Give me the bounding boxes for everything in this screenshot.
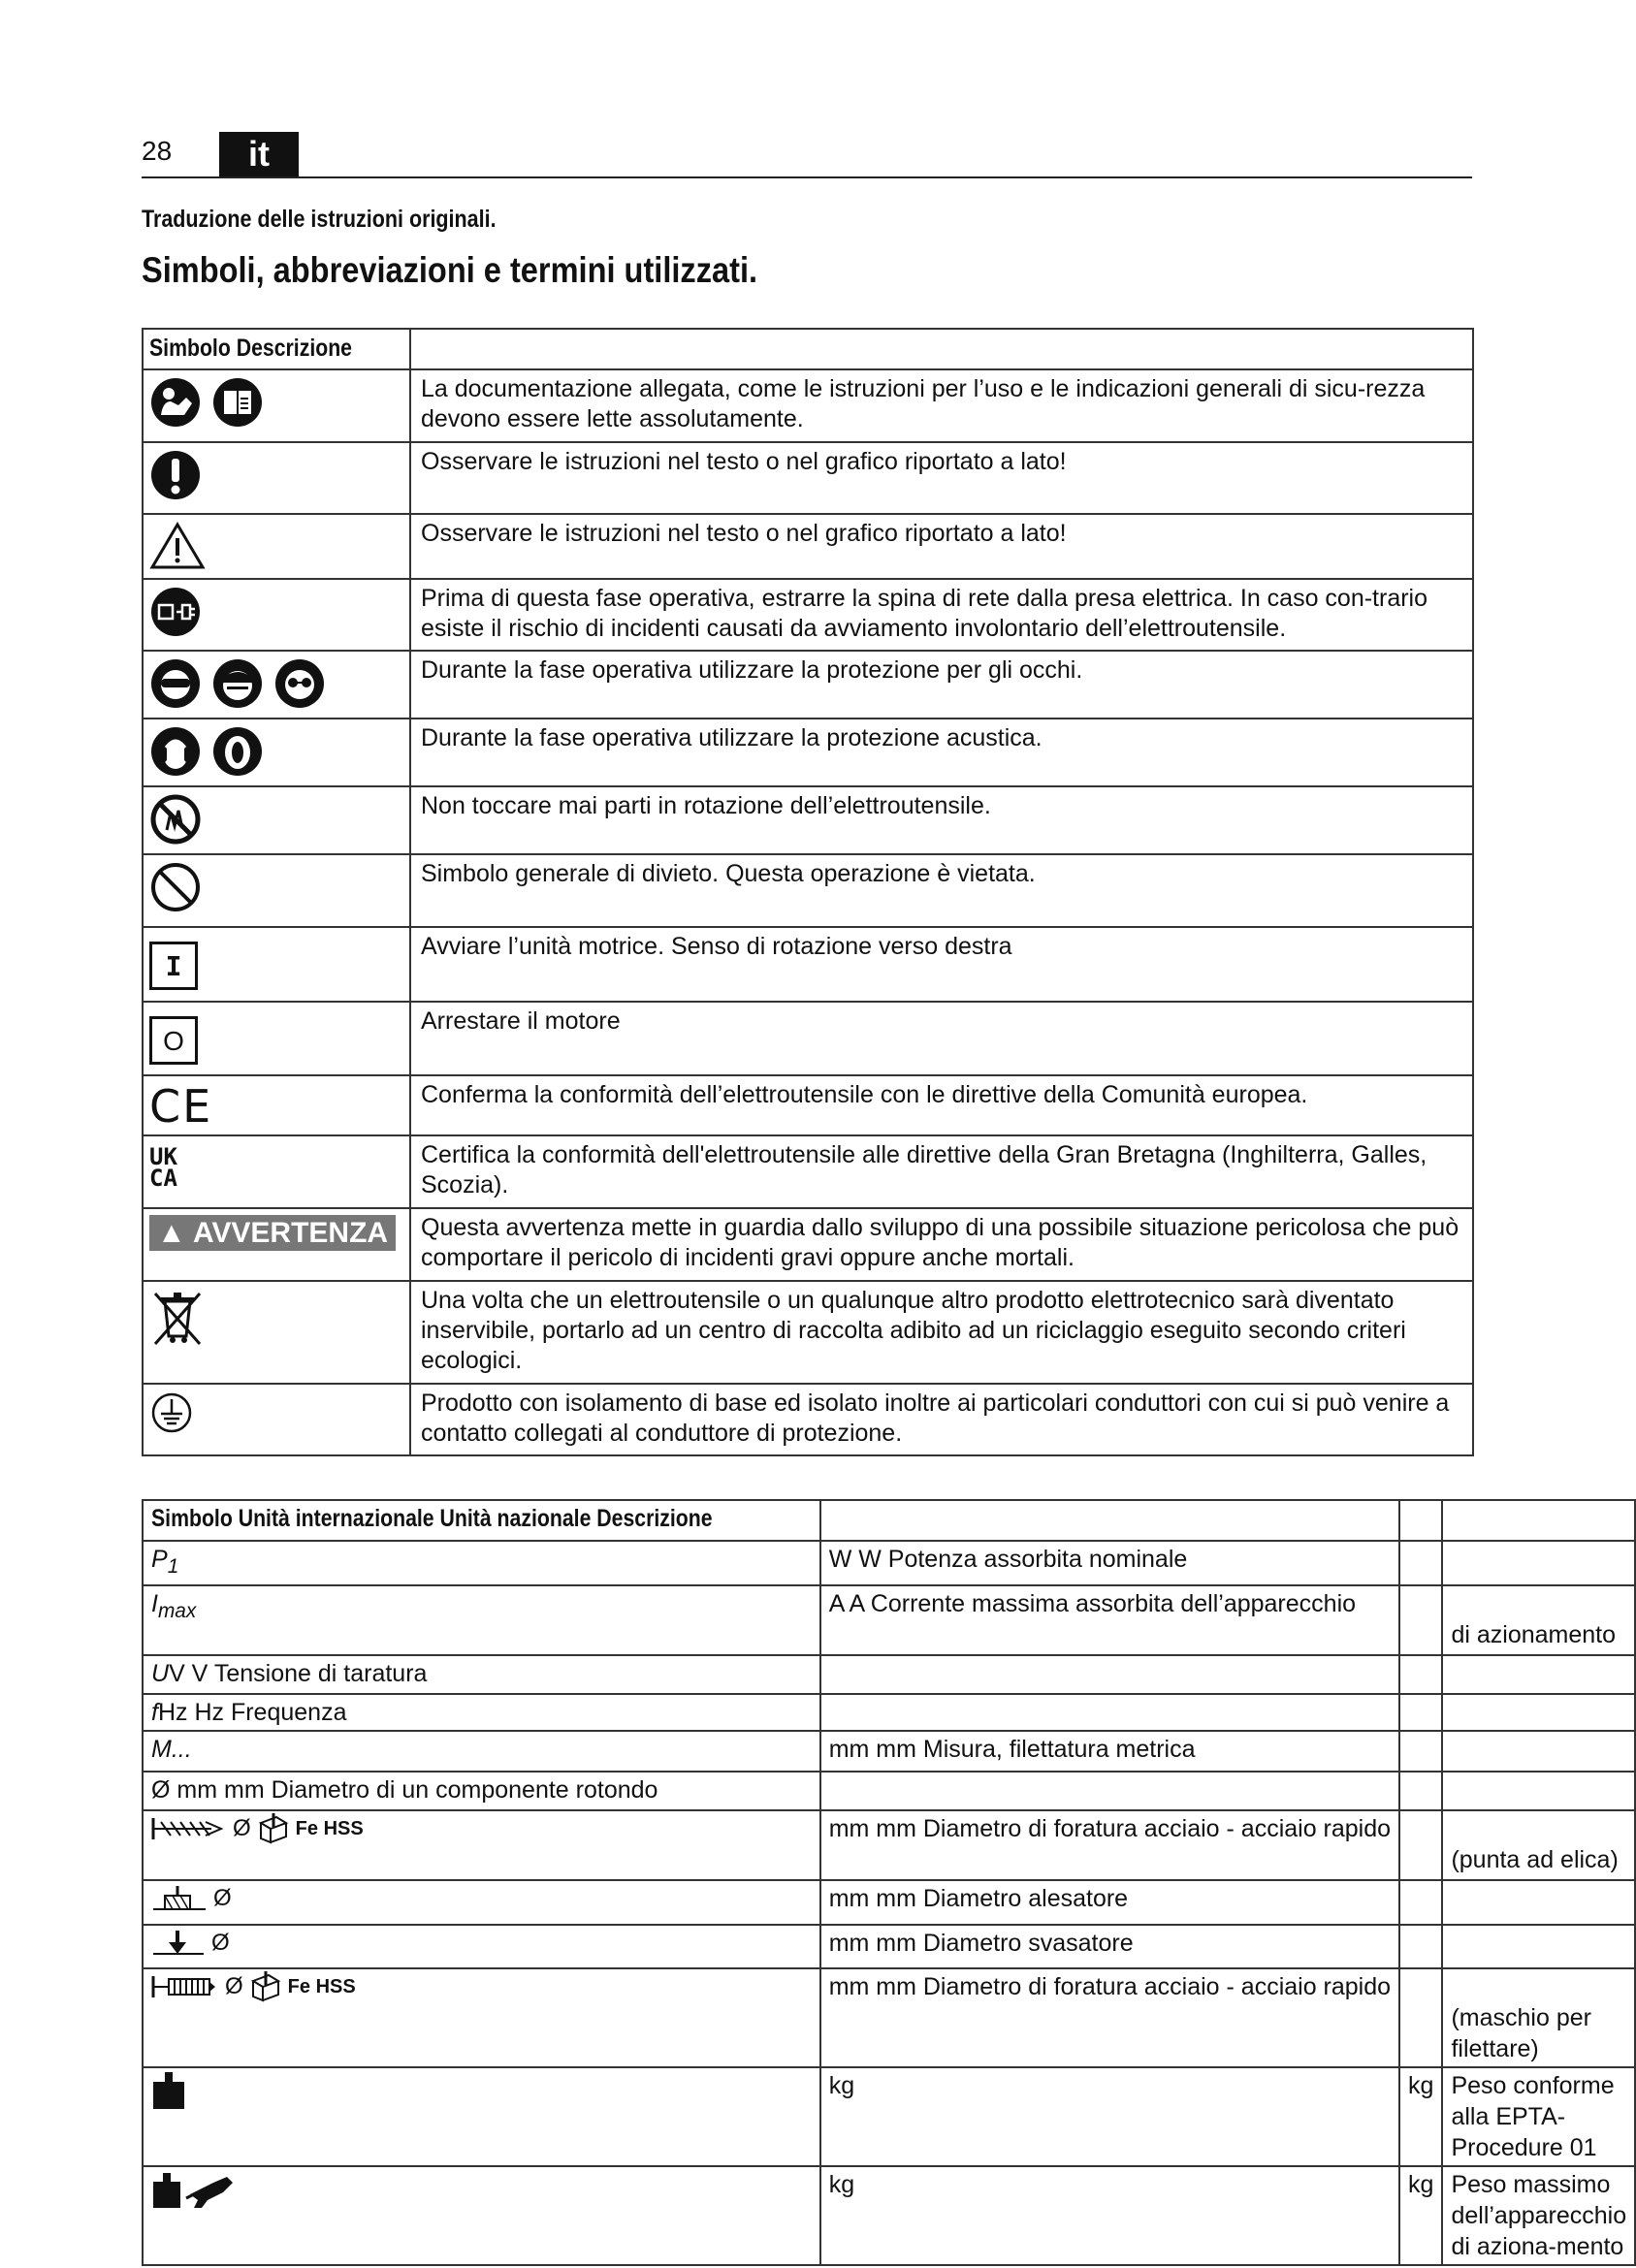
table-row bbox=[143, 786, 1473, 854]
language-badge: it bbox=[219, 132, 299, 176]
ukca-bottom: CA bbox=[149, 1165, 177, 1192]
glasses-icon bbox=[273, 657, 326, 710]
protective-earth-icon bbox=[149, 1390, 194, 1435]
goggles-icon bbox=[149, 657, 202, 710]
row-text: Simbolo generale di divieto. Questa operazione è vietata. bbox=[410, 854, 1473, 927]
table-row: Ø mm mm Diametro di un componente rotondo bbox=[143, 1772, 1635, 1810]
table-row bbox=[143, 1968, 1635, 2067]
tap-icon bbox=[151, 1972, 219, 2001]
row-text: Avviare l’unità motrice. Senso di rotazione verso destra bbox=[410, 927, 1473, 1002]
table-row: fHz Hz Frequenza bbox=[143, 1694, 1635, 1731]
symbol: I bbox=[151, 1590, 158, 1617]
drill-bit-icon bbox=[151, 1814, 227, 1843]
row-text: Una volta che un elettroutensile o un qualunque altro prodotto elettrotecnico sarà diventato inservibile, portarlo ad un centro di raccolta adibito ad un riciclaggio eseguito secondo criteri ecologici. bbox=[410, 1281, 1473, 1384]
ce-mark-icon: CE bbox=[149, 1080, 213, 1133]
book-icon bbox=[211, 376, 264, 429]
countersink-icon bbox=[151, 1929, 206, 1958]
symbol: U bbox=[151, 1660, 170, 1687]
row-text-cont: (maschio per filettare) bbox=[1451, 2004, 1591, 2062]
row-text-cont: (punta ad elica) bbox=[1451, 1846, 1619, 1873]
power-tool-icon bbox=[184, 2171, 237, 2210]
page-number: 28 bbox=[142, 136, 173, 166]
steel-block-icon bbox=[257, 1813, 290, 1844]
row-text: Non toccare mai parti in rotazione dell’elettroutensile. bbox=[410, 786, 1473, 854]
table-row bbox=[143, 369, 1473, 442]
table-row bbox=[143, 579, 1473, 651]
warning-badge-icon: ▲ AVVERTENZA bbox=[149, 1215, 396, 1251]
no-touch-icon bbox=[149, 793, 202, 846]
subtitle: Traduzione delle istruzioni originali. bbox=[142, 206, 497, 233]
unit-national: kg bbox=[1399, 2166, 1442, 2265]
table-row bbox=[143, 1281, 1473, 1384]
table-row bbox=[143, 1810, 1635, 1880]
row-text: Arrestare il motore bbox=[410, 1002, 1473, 1075]
table-row bbox=[143, 2166, 1635, 2265]
row-text: W W Potenza assorbita nominale bbox=[828, 1546, 1188, 1573]
ear-plug-icon bbox=[211, 725, 264, 778]
table-row bbox=[143, 514, 1473, 579]
symbol: Ø bbox=[151, 1776, 171, 1804]
prohibition-icon bbox=[149, 861, 202, 913]
ear-muffs-icon bbox=[149, 725, 202, 778]
table-row bbox=[143, 1135, 1473, 1208]
diameter-symbol: Ø bbox=[233, 1815, 251, 1841]
unit-national: kg bbox=[1399, 2067, 1442, 2166]
row-text: Osservare le istruzioni nel testo o nel grafico riportato a lato! bbox=[410, 514, 1473, 579]
table-row bbox=[143, 1075, 1473, 1135]
warning-triangle-small-icon: ▲ bbox=[157, 1217, 186, 1249]
table-row bbox=[143, 1925, 1635, 1968]
symbol: f bbox=[151, 1699, 158, 1726]
row-text: Certifica la conformità dell'elettroutensile alle direttive della Gran Bretagna (Inghilterra, Galles, Scozia). bbox=[410, 1135, 1473, 1208]
table-row bbox=[143, 927, 1473, 1002]
weight-icon bbox=[151, 2070, 186, 2111]
table-row bbox=[143, 719, 1473, 786]
table-row: $I_{max}$ A A Corrente massima assorbita dell’apparecchio di azionamento bbox=[143, 1585, 1635, 1655]
symbols-table bbox=[142, 328, 1474, 1456]
units-table bbox=[142, 1499, 1636, 2266]
table-row bbox=[143, 1880, 1635, 1925]
table-row: UV V Tensione di taratura bbox=[143, 1655, 1635, 1694]
row-text: mm mm Diametro di foratura acciaio - acciaio rapido bbox=[828, 1973, 1392, 2000]
unplug-icon bbox=[149, 586, 202, 638]
exclamation-icon bbox=[149, 449, 202, 501]
diameter-symbol: Ø bbox=[211, 1930, 230, 1956]
row-text: mm mm Misura, filettatura metrica bbox=[828, 1736, 1196, 1763]
table-row bbox=[143, 2067, 1635, 2166]
stop-icon: O bbox=[149, 1016, 198, 1065]
table2-header: Simbolo Unità internazionale Unità nazionale Descrizione bbox=[151, 1505, 713, 1532]
table-row bbox=[143, 1002, 1473, 1075]
symbol: M... bbox=[151, 1736, 192, 1763]
ukca-top: UK bbox=[149, 1143, 177, 1170]
header-rule bbox=[142, 176, 1472, 178]
unit-international: kg bbox=[820, 2067, 1399, 2166]
fe-hss-label: Fe HSS bbox=[287, 1976, 356, 1997]
warning-triangle-icon bbox=[149, 521, 206, 571]
row-text: A A Corrente massima assorbita dell’apparecchio bbox=[828, 1590, 1357, 1617]
diameter-symbol: Ø bbox=[213, 1885, 232, 1911]
row-text: Questa avvertenza mette in guardia dallo sviluppo di una possibile situazione pericolosa che può comportare il pericolo di incidenti gravi oppure anche mortali. bbox=[410, 1208, 1473, 1281]
row-text-cont: di azionamento bbox=[1451, 1621, 1617, 1648]
steel-block-icon bbox=[249, 1971, 282, 2002]
row-text: La documentazione allegata, come le istruzioni per l’uso e le indicazioni generali di sicu-rezza devono essere lette assolutamente. bbox=[410, 369, 1473, 442]
weight-icon bbox=[151, 2169, 182, 2210]
row-desc: Peso massimo dell’apparecchio di aziona-mento bbox=[1442, 2166, 1635, 2265]
table1-header: Simbolo Descrizione bbox=[149, 335, 353, 362]
row-text: Durante la fase operativa utilizzare la protezione acustica. bbox=[410, 719, 1473, 786]
row-text: mm mm Diametro alesatore bbox=[828, 1885, 1129, 1912]
read-manual-icon bbox=[149, 376, 202, 429]
table-row: $P_1$ W W Potenza assorbita nominale bbox=[143, 1541, 1635, 1585]
ukca-mark-icon bbox=[149, 1142, 177, 1192]
row-desc: Peso conforme alla EPTA-Procedure 01 bbox=[1442, 2067, 1635, 2166]
row-text: Durante la fase operativa utilizzare la protezione per gli occhi. bbox=[410, 651, 1473, 719]
symbol: P bbox=[151, 1546, 168, 1573]
row-text: Conferma la conformità dell’elettroutensile con le direttive della Comunità europea. bbox=[410, 1075, 1473, 1135]
table-row bbox=[143, 1208, 1473, 1281]
face-shield-icon bbox=[211, 657, 264, 710]
table-row bbox=[143, 1384, 1473, 1455]
weee-bin-icon bbox=[149, 1288, 206, 1350]
diameter-symbol: Ø bbox=[225, 1973, 243, 1999]
reamer-icon bbox=[151, 1884, 208, 1913]
row-text: mm mm Diametro di foratura acciaio - acciaio rapido bbox=[828, 1815, 1392, 1842]
page-title: Simboli, abbreviazioni e termini utilizzati. bbox=[142, 250, 758, 290]
row-text: Prima di questa fase operativa, estrarre la spina di rete dalla presa elettrica. In caso con-trario esiste il rischio di incidenti causati da avviamento involontario dell’elettroutensile. bbox=[410, 579, 1473, 651]
row-text: Prodotto con isolamento di base ed isolato inoltre ai particolari conduttori con cui si può venire a contatto collegati al conduttore di protezione. bbox=[410, 1384, 1473, 1455]
start-icon: I bbox=[149, 942, 198, 990]
row-text: Osservare le istruzioni nel testo o nel grafico riportato a lato! bbox=[410, 442, 1473, 514]
table-row bbox=[143, 651, 1473, 719]
table-row bbox=[143, 854, 1473, 927]
table-row bbox=[143, 442, 1473, 514]
unit-international: kg bbox=[820, 2166, 1399, 2265]
row-text: mm mm Diametro svasatore bbox=[828, 1930, 1134, 1957]
fe-hss-label: Fe HSS bbox=[295, 1818, 364, 1839]
table-row bbox=[143, 1731, 1635, 1772]
